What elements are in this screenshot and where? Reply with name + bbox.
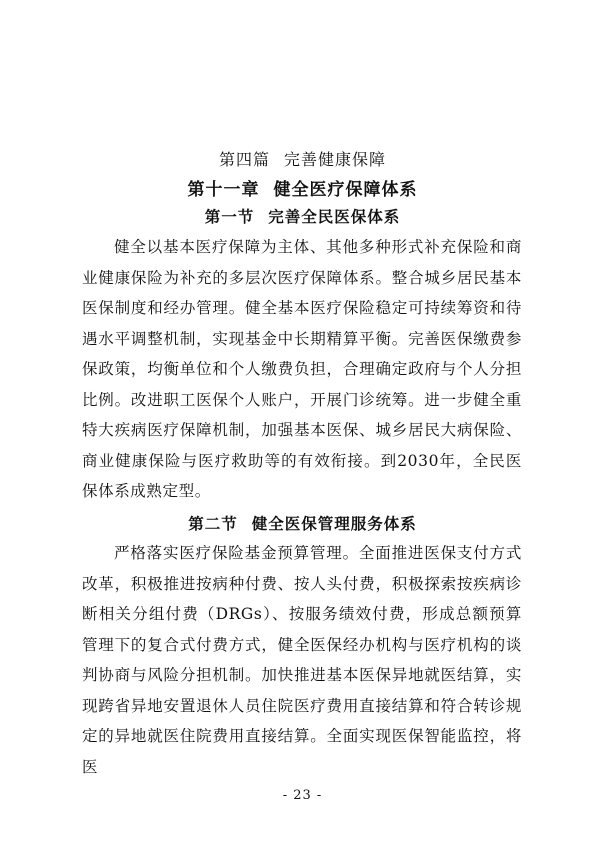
part-title: 完善健康保障	[284, 150, 387, 169]
section-1-title: 完善全民医保体系	[268, 208, 401, 226]
section-2-title: 健全医保管理服务体系	[251, 515, 417, 533]
chapter-title: 健全医疗保障体系	[273, 180, 418, 200]
section-1-number: 第一节	[204, 208, 255, 226]
section-1-heading	[0, 205, 605, 227]
part-heading	[0, 147, 605, 170]
chapter-number: 第十一章	[187, 180, 260, 200]
chapter-heading	[0, 175, 605, 200]
part-number: 第四篇	[218, 150, 270, 169]
page-number: - 23 -	[282, 788, 323, 803]
section-2-paragraph: 严格落实医疗保险基金预算管理。全面推进医保支付方式改革，积极推进按病种付费、按人头付费，积极探索按疾病诊断相关分组付费（DRGs）、按服务绩效付费，形成总额预算管理下的复合式付费方式，健全医保经办机构与医疗机构的谈判协商与风险分担机制。加快推进基本医保异地就医结算，实现跨省异地安置退休人员住院医疗费用直接结算和符合转诊规定的异地就医住院费用直接结算。全面实现医保智能监控，将医	[82, 544, 522, 776]
section-1-paragraph: 健全以基本医疗保障为主体、其他多种形式补充保险和商业健康保险为补充的多层次医疗保障体系。整合城乡居民基本医保制度和经办管理。健全基本医疗保险稳定可持续筹资和待遇水平调整机制，实现基金中长期精算平衡。完善医保缴费参保政策，均衡单位和个人缴费负担，合理确定政府与个人分担比例。改进职工医保个人账户，开展门诊统筹。进一步健全重特大疾病医疗保障机制，加强基本医保、城乡居民大病保险、商业健康保险与医疗救助等的有效衔接。到2030年，全民医保体系成熟定型。	[82, 238, 522, 500]
section-2-heading	[0, 512, 605, 534]
section-2-number: 第二节	[188, 515, 238, 533]
